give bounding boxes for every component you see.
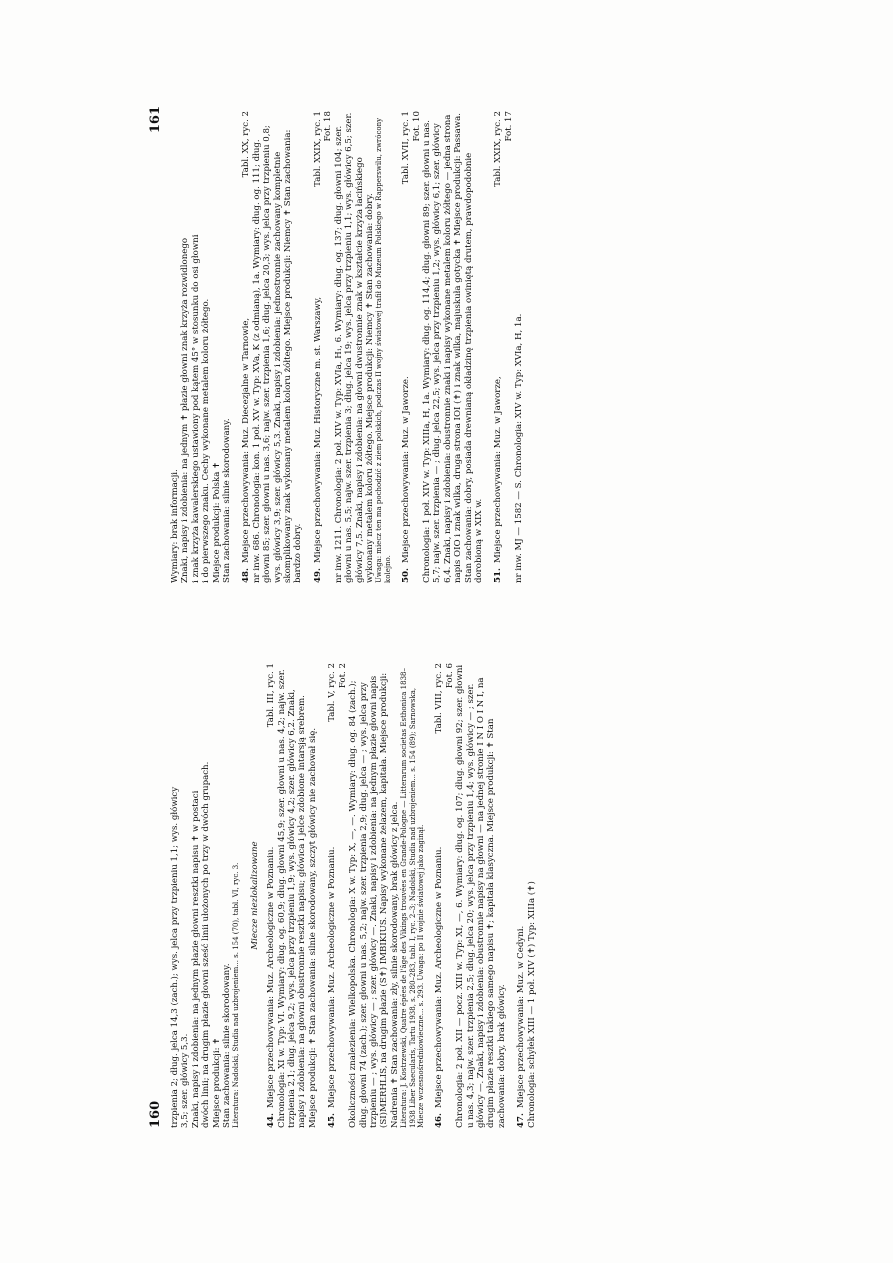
entry-number: 49. (312, 568, 323, 583)
storage-location: Miejsce przechowywania: Muz. Diecezjalne w Tarnowie, (241, 317, 252, 564)
photo-ref: Fot. 18 (323, 111, 334, 142)
text-line: Stan zachowania: silnie skorodowany. (222, 418, 233, 583)
rotated-page-content (148, 98, 828, 1128)
text-line: dwóch linii; na drugim płazie głowni sześć linii ułożonych po trzy w dwóch grupach. (201, 761, 212, 1128)
storage-location: Miejsce przechowywania: Muz. Archeologiczne w Poznaniu. (327, 846, 338, 1109)
entry-number: 45. (327, 1113, 338, 1128)
photo-ref: Fot. 10 (411, 111, 422, 142)
text-line: 3,5; szer. główicy 5,3. (180, 1033, 191, 1128)
catalog-entry-51 (493, 111, 524, 583)
entry-note: Uwaga: miecz ten ma pochodzić z ziem polskich, podczas II wojny światowej trafił do Muzeum Polskiego w Rapperswilu, zwrócony kolejno. (375, 117, 392, 583)
continued-entry (170, 111, 232, 583)
text-line: Stan zachowania: silnie skorodowany. (222, 963, 233, 1128)
text-line: i do pierwszego znaku. Cechy wykonane metalem koloru żółtego. (201, 298, 212, 583)
storage-location: Miejsce przechowywania: Muz. Historyczne m. st. Warszawy, (312, 296, 323, 564)
storage-location: Miejsce przechowywania: Muz. w Jaworze, (493, 376, 504, 564)
continued-entry (170, 663, 241, 1128)
entry-number: 48. (241, 568, 252, 583)
text-line: trzpienia 2; dług. jelca 14,3 (zach.); wys. jelca przy trzpieniu 1,1; wys. główicy (170, 786, 180, 1128)
entry-body: nr inw. 686. Chronologia: kon. 1 poł. XV w. Typ: XVa, K (z odmianą), 1a. Wymiary: dług. og. 111; dług. głowni 85; szer. głowni u nas. 3,6; najw. szer. trzpienia 1,6; dług. jelca 20,3; wys. jelca przy trzpieniu 0,8; wys. główicy 3,9; szer. główicy 5,3. Znaki, napisy i zdobienia: jednostronnie zachowany kompletnie skomplikowany znak wykonany metalem koloru żółtego. Miejsce produkcji: Niemcy ✝ Stan zachowania: bardzo dobry. (251, 125, 304, 583)
entry-body: Okoliczności znalezienia: Wielkopolska. Chronologia: X w. Typ: X, —, —. Wymiary: dług. og. 84 (zach.); dług. głowni 74 (zach.); szer. głowni u nas. 5,2; najw. szer. trzpienia 2,9; dług. jelca — ; wys. jelca przy trzpieniu — ; wys. główicy — ; szer. główicy —. Znaki, napisy i zdobienia: na jednym płazie głowni napis (SI)MERHLIS, na drugim płazie (S✝) IMBIKIUS. Napisy wykonane żelazem, kapitała. Miejsce produkcji: Nadrenia ✝ Stan zachowania: zły, silnie skorodowany, brak główicy z jelca. (348, 672, 400, 1128)
entry-body: nr inw. 1211. Chronologia: 2 poł. XIV w. Typ: XVIa, H₁, 6. Wymiary: dług. og. 137; dług. głowni 104; szer. głowni u nas. 5,5; najw. szer. trzpienia 3; dług. jelca 19; wys. jelca przy trzpieniu 1,1; wys. główicy 6,5; szer. główicy 7,5. Znaki, napisy i zdobienia: na głowni dwustronnie znak w kształcie krzyża łacińskiego wykonany metalem koloru żółtego. Miejsce produkcji: Niemcy ✝ Stan zachowania: dobry. (333, 112, 375, 583)
entry-number: 51. (493, 568, 504, 583)
entry-body: Chronologia: 1 poł. XIV w. Typ: XIIIa, H, 1a. Wymiary: dług. og. 114,4; dług. głowni 89; szer. głowni u nas. 5,7; najw. szer. trzpienia — ; dług. jelca 22,5; wys. jelca przy trzpieniu 1,2; wys. główicy 6,1; szer. główicy 6,4. Znaki, napisy i zdobienia: obustronnie znaki i napisy wykonane metalem koloru żółtego — jedna strona napis OIO i znak wilka, druga strona IOI (✝) i znak wilka, majuskuła gotycka ✝ Miejsce produkcji: Passawa. Stan zachowania: dobry, posiada drewnianą okładzinę trzpienia owiniętą drutem, prawdopodobnie dorobioną w XIX w. (421, 113, 484, 583)
text-line: Wymiary: brak informacji. (170, 469, 180, 583)
entry-body: Chronologia: 2 poł. XII — pocz. XIII w. Typ: XI, —, 6. Wymiary: dług. og. 107; dług. głowni 92; szer. głowni u nas. 4,3; najw. szer. trzpienia 2,5; dług. jelca 20; wys. jelca przy trzpieniu 1,4; wys. główicy — ; szer. główicy —. Znaki, napisy i zdobienia: obustronnie napisy na głowni — na jednej stronie I N I O I N I, na drugim płazie resztki takiego samego napisu ✝; kapitała klasyczna. Miejsce produkcji: ✝ Stan zachowania: dobry, brak główicy. (455, 664, 507, 1128)
plate-ref: Tabl. XXIX, ryc. 1 (312, 111, 323, 187)
page-number-right: 161 (148, 106, 163, 134)
photo-ref: Fot. 17 (503, 111, 514, 142)
storage-location: Miejsce przechowywania: Muz. w Cedyni. (516, 925, 527, 1109)
catalog-entry-45 (327, 663, 425, 1128)
plate-ref: Tabl. V, ryc. 2 (327, 663, 338, 722)
entry-number: 46. (434, 1113, 445, 1128)
plate-ref: Tabl. VIII, ryc. 2 (434, 663, 445, 734)
text-line: Znaki, napisy i zdobienia: na jednym płazie głowni resztki napisu ✝ w postaci (190, 790, 201, 1128)
text-line: Miejsce produkcji: ✝ (211, 1037, 222, 1128)
text-line: i znak krzyża kawalerskiego ustawiony pod kątem 45° w stosunku do osi głowni (190, 234, 201, 583)
storage-location: Miejsce przechowywania: Muz. Archeologiczne w Poznaniu. (434, 846, 445, 1109)
plate-ref: Tabl. XVII, ryc. 1 (401, 111, 412, 185)
entry-body: Chronologia: schyłek XIII — 1 poł. XIV (✝) Typ: XIIIa (✝) (526, 881, 537, 1128)
page-number-left: 160 (148, 1100, 163, 1128)
text-line: Miejsce produkcji: Polska ✝ (211, 461, 222, 583)
catalog-entry-50 (401, 111, 484, 583)
literature-note: Literatura: J. Kostrzewski, Quatre épées de l'âge des Vikings trouvées en Grande-Pologne — Litterarum societas Esthonica 1838–1938 Liber Saecularis, Tartu 1938, s. 280–283, tabl. I, ryc. 2–3; Nadolski, Studia nad uzbrojeniem... s. 154 (89); Sarnowska, Miecze wczesnośredniowieczne... s. 293. Uwaga: po II wojnie światowej jako zaginął. (400, 668, 425, 1128)
plate-ref: Tabl. XX, ryc. 2 (241, 111, 252, 178)
left-column (170, 663, 546, 1128)
storage-location: Miejsce przechowywania: Muz. w Jaworze. (401, 376, 412, 564)
storage-location: Miejsce przechowywania: Muz. Archeologiczne w Poznaniu. (266, 846, 277, 1109)
photo-ref: Fot. 6 (444, 663, 455, 689)
catalog-entry-47 (516, 663, 537, 1128)
right-column (170, 111, 534, 583)
catalog-entry-49 (313, 111, 392, 583)
entry-number: 44. (266, 1113, 277, 1128)
section-heading: Miecze niezlokalizowane (249, 841, 260, 950)
entry-number: 50. (401, 568, 412, 583)
entry-number: 47. (516, 1113, 527, 1128)
photo-ref: Fot. 2 (337, 663, 348, 689)
catalog-entry-48 (241, 111, 303, 583)
entry-body: nr inw. MJ — 1582 — S. Chronologia: XIV w. Typ: XVIa, H, 1a. (514, 313, 525, 583)
catalog-entry-44 (266, 663, 318, 1128)
text-line: Znaki, napisy i zdobienia: na jednym ✝ płazie głowni znak krzyża rozwidlonego (180, 237, 191, 583)
literature-note: Literatura: Nadolski, Studia nad uzbrojeniem... s. 154 (70), tabl. VI, ryc. 3. (232, 862, 241, 1128)
catalog-entry-46 (434, 663, 507, 1128)
entry-body: Chronologia: XI w. Typ: VI. Wymiary: dług. og. 60,9; dług. głowni 45,9; szer. głowni u nas. 4,2; najw. szer. trzpienia 2,1; dług. jelca 9,2; wys. jelca przy trzpieniu 1,9; wys. główicy 4,2; szer. główicy 6,2. Znaki, napisy i zdobienia: na głowni obustronnie resztki napisu; główica i jelce zdobione intarsją srebrem. Miejsce produkcji: ✝ Stan zachowania: silnie skorodowany, szczyt główicy nie zachował się. (276, 669, 318, 1128)
plate-ref: Tabl. III, ryc. 1 (266, 663, 277, 728)
plate-ref: Tabl. XXIX, ryc. 2 (493, 111, 504, 187)
